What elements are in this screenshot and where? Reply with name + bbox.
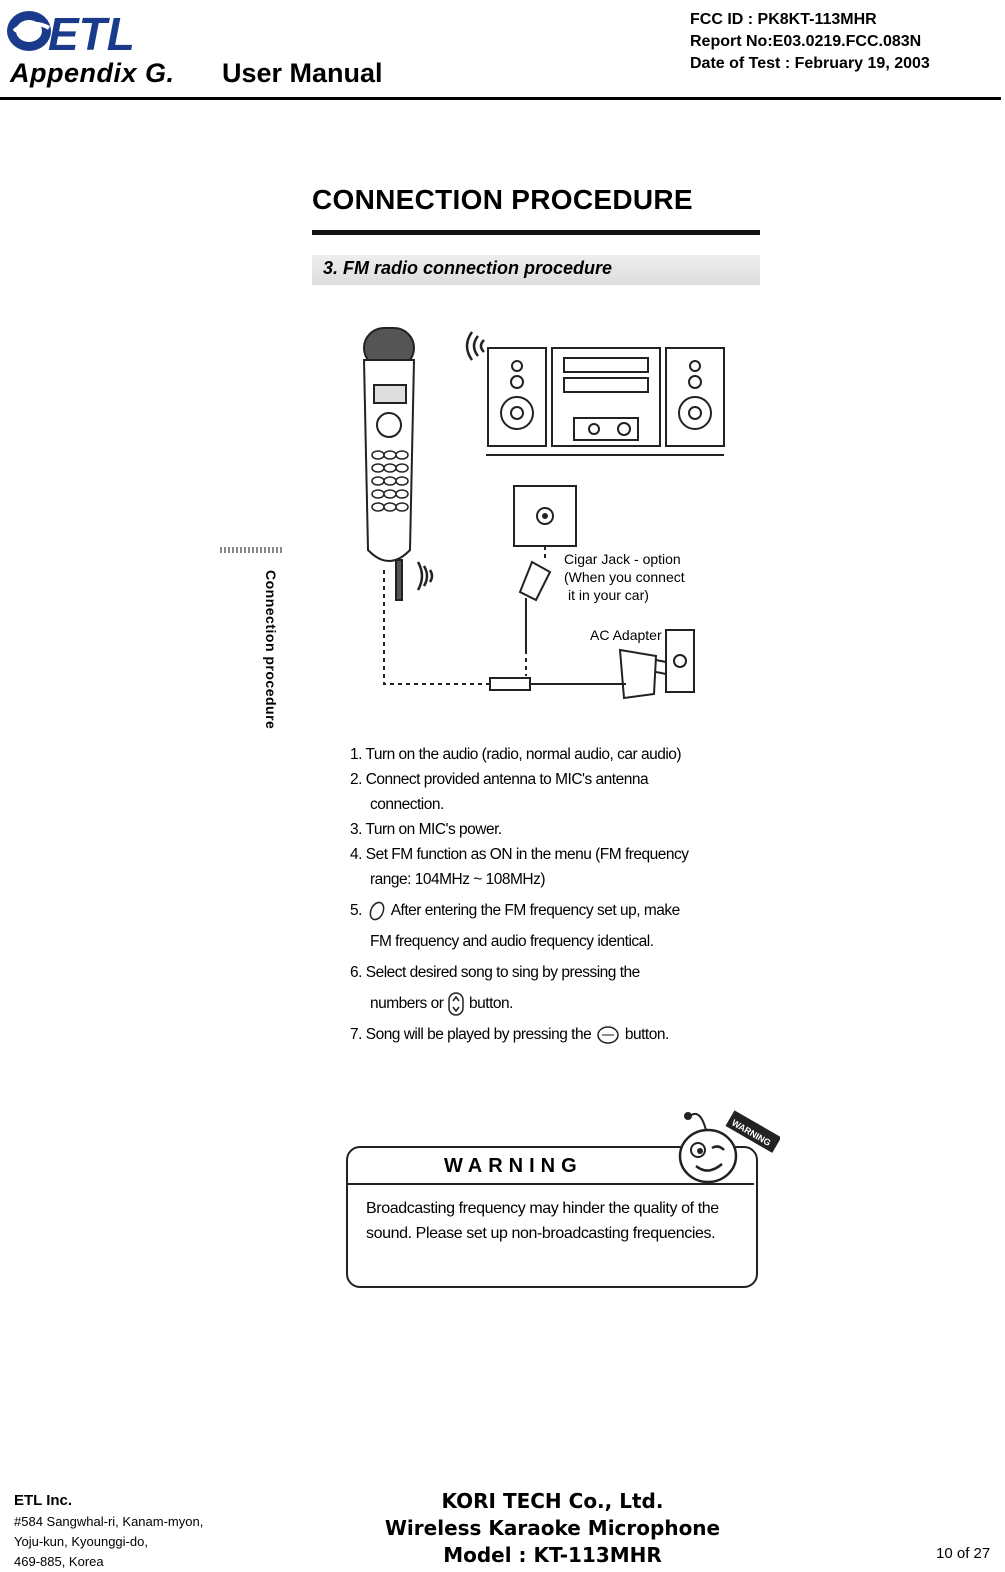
microphone-button-icon (366, 900, 388, 922)
connection-line (384, 546, 545, 684)
date-of-test: Date of Test : February 19, 2003 (690, 55, 930, 72)
step-5-number: 5. (350, 902, 362, 919)
page-subtitle: 3. FM radio connection procedure (323, 258, 613, 278)
step-4-cont: range: 104MHz ~ 108MHz) (370, 871, 546, 888)
step-3: 3. Turn on MIC's power. (350, 821, 502, 838)
step-6: 6. Select desired song to sing by pressing the (350, 964, 640, 981)
cigar-jack-note-2: it in your car) (568, 587, 649, 603)
footer-model: Model : KT-113MHR (443, 1543, 662, 1567)
warning-title: WARNING (444, 1155, 583, 1177)
footer-client: KORI TECH Co., Ltd. (441, 1489, 664, 1513)
side-label: Connection procedure (263, 570, 279, 730)
microphone-icon (364, 328, 414, 600)
header-rule (0, 97, 1001, 100)
step-1: 1. Turn on the audio (radio, normal audio, car audio) (350, 746, 682, 763)
footer-address (14, 1512, 203, 1572)
manual-label: User Manual (222, 58, 383, 88)
stereo-icon (486, 348, 724, 455)
up-down-button-icon (447, 992, 465, 1016)
steps-list (350, 742, 770, 1047)
step-5-cont: FM frequency and audio frequency identical. (370, 933, 654, 950)
side-mark (220, 547, 282, 553)
cigar-jack-icon (514, 486, 576, 650)
connection-diagram (340, 310, 760, 710)
warning-mascot-icon (670, 1108, 780, 1196)
warning-text: Broadcasting frequency may hinder the quality of the sound. Please set up non-broadcasting frequencies. (366, 1200, 719, 1242)
step-2: 2. Connect provided antenna to MIC's antenna (350, 771, 649, 788)
step-5-text: After entering the FM frequency set up, make (390, 902, 680, 919)
fcc-id: FCC ID : PK8KT-113MHR (690, 11, 877, 28)
page-number: 10 of 27 (936, 1545, 991, 1562)
footer-product-name: Wireless Karaoke Microphone (384, 1516, 721, 1540)
footer-address-3: 469-885, Korea (14, 1554, 104, 1569)
step-7-post: button. (624, 1026, 669, 1043)
step-6-cont (350, 991, 770, 1016)
step-7-pre: 7. Song will be played by pressing the (350, 1026, 592, 1043)
warning-badge: WARNING (729, 1117, 773, 1148)
signal-waves-icon (418, 332, 484, 590)
step-7 (350, 1022, 770, 1047)
logo-text: ETL (48, 8, 135, 58)
ac-adapter-label: AC Adapter (590, 627, 662, 643)
page-title: CONNECTION PROCEDURE (312, 184, 693, 215)
appendix-label: Appendix G. (10, 58, 175, 88)
step-6-pre: numbers or (370, 995, 444, 1012)
cigar-jack-note-1: (When you connect (564, 569, 685, 585)
footer-company: ETL Inc. (14, 1492, 73, 1509)
report-no: Report No:E03.0219.FCC.083N (690, 33, 922, 50)
title-underline (312, 230, 760, 235)
step-4: 4. Set FM function as ON in the menu (FM frequency (350, 846, 689, 863)
step-2-cont: connection. (370, 796, 444, 813)
step-6-post: button. (469, 995, 513, 1012)
cigar-jack-label: Cigar Jack - option (564, 551, 681, 567)
footer-address-1: #584 Sangwhal-ri, Kanam-myon, (14, 1514, 204, 1529)
start-stop-button-icon (595, 1025, 621, 1045)
footer-address-2: Yoju-kun, Kyounggi-do, (14, 1534, 148, 1549)
step-5 (350, 898, 770, 923)
etl-logo (4, 4, 174, 58)
fcc-info (690, 9, 930, 75)
footer-product (380, 1488, 725, 1569)
